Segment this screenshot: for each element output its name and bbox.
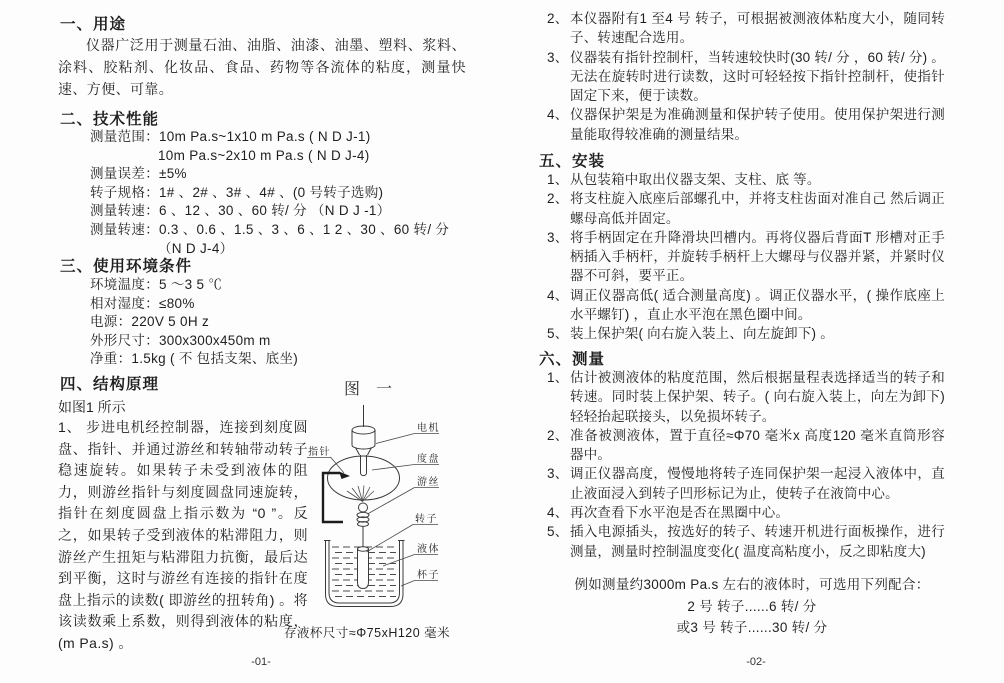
spec-line: 转子规格：1# 、2# 、3# 、4# 、(0 号转子选购) (90, 184, 384, 200)
list-item (547, 522, 945, 561)
item-text: 调正仪器高度，慢慢地将转子连同保护架一起浸入液体中，直止液面浸入到转子凹形标记为止，使转子在液筒中心。 (570, 466, 945, 501)
figure-label-hairspring: 游丝 (417, 477, 440, 488)
section-usage-body: 仪器广泛用于测量石油、油脂、油漆、油墨、塑料、浆料、涂料、胶粘剂、化妆品、食品、药物等各流体的粘度，测量快速、方便、可靠。 (58, 37, 466, 97)
example-line: 例如测量约3000m Pa.s 左右的液体时，可选用下列配合： (574, 577, 930, 592)
section-specs-lines (90, 128, 449, 258)
item-text: 估计被测液体的粘度范围，然后根据量程表选择适当的转子和转速。同时装上保护架、转子。( 向右旋入装上，向左为卸下) 轻轻抬起联接头，以免损坏转子。 (570, 370, 945, 424)
item-text: 将支柱旋入底座后部螺孔中，并将支柱齿面对准自己 然后调正螺母高低并固定。 (570, 191, 945, 226)
spec-line: 测量范围：10m Pa.s~1x10 m Pa.s ( N D J-1) (90, 129, 371, 144)
page-number-1: -01- (251, 656, 271, 668)
item-number: 4、 (547, 505, 569, 521)
list-item (547, 48, 945, 106)
item-text: 插入电源插头，按选好的转子、转速开机进行面板操作，进行测量，测量时控制温度变化( 温度高粘度小，反之即粘度大) (570, 524, 945, 559)
section-specs-heading: 二、技术性能 (60, 111, 160, 128)
env-line: 相对湿度：≤80% (90, 295, 195, 311)
spec-line: 10m Pa.s~2x10 m Pa.s ( N D J-4) (158, 147, 370, 163)
item-number: 1、 (547, 370, 569, 385)
section-install-list (547, 170, 945, 344)
principle-continuation-list (547, 9, 945, 144)
figure-title: 图 一 (344, 381, 399, 398)
item-number: 3、 (547, 49, 569, 65)
env-line: 外形尺寸：300x300x450m m (90, 332, 271, 348)
list-item (547, 368, 945, 426)
figure-label-dial: 度盘 (417, 454, 440, 465)
list-item (547, 503, 945, 522)
item-text: 仪器装有指针控制杆，当转速较快时(30 转/ 分 ，60 转/ 分) 。无法在旋转时进行读数，这时可轻轻按下指针控制杆，使指针固定下来，便于读数。 (570, 49, 945, 104)
section-measure-list (547, 368, 945, 561)
figure-label-motor: 电机 (417, 423, 440, 434)
env-line: 环境温度：5 ～3 5 ℃ (90, 277, 223, 292)
env-line: 电源：220V 5 0H z (90, 314, 209, 330)
item-text: 装上保护架( 向右旋入装上、向左旋卸下) 。 (570, 326, 834, 342)
item-number: 3、 (547, 229, 569, 245)
spec-line: 测量转速：6 、12 、30 、60 转/ 分 （N D J -1） (90, 203, 391, 219)
list-item (547, 228, 945, 286)
section-principle-intro: 如图1 所示 (58, 399, 126, 415)
example-line: 2 号 转子......6 转/ 分 (687, 598, 817, 614)
item-number: 4、 (547, 107, 569, 123)
spec-line: 测量转速：0.3 、0.6 、1.5 、3 、6 、1 2 、30 、60 转/ 分 (90, 221, 450, 237)
list-item (547, 9, 945, 48)
figure-label-pointer: 指针 (308, 447, 331, 458)
list-item (547, 189, 945, 228)
list-item (547, 464, 945, 503)
section-environment-lines (90, 276, 298, 369)
spec-line: （N D J-4） (158, 240, 234, 256)
figure-label-rotor: 转子 (415, 514, 438, 525)
item-number: 5、 (547, 524, 569, 540)
figure-label-cup: 杯子 (417, 570, 440, 581)
item-text: 将手柄固定在升降滑块凹槽内。再将仪器后背面T 形槽对正手柄插入手柄杆，并旋转手柄杆上大螺母与仪器并紧，并紧时仪器不可斜，要平正。 (570, 229, 945, 284)
item-number: 2、 (547, 11, 569, 26)
structure-diagram (300, 375, 475, 645)
example-line: 或3 号 转子......30 转/ 分 (676, 620, 828, 635)
item-number: 2、 (547, 427, 569, 443)
item-text: 再次查看下水平泡是否在黑圈中心。 (570, 505, 790, 521)
item-text: 从包装箱中取出仪器支架、支柱、底 等。 (570, 172, 821, 187)
item-number: 4、 (547, 287, 569, 303)
figure-caption: 存液杯尺寸≈Φ75xH120 毫米 (283, 626, 451, 640)
section-principle-body: 1、 步进电机经控制器，连接到刻度圆盘、指针、并通过游丝和转轴带动转子稳速旋转。如果转子未受到液体的阻力，则游丝指针与刻度圆盘同速旋转， 指针在刻度圆盘上指示数为 “0 ”。反之，如果转子受到液体的粘滞阻力，则游丝产生扭矩与粘滞阻力抗衡，最后达到平衡，这时与游丝有连接的指针在度盘上指示的读数( 即游丝的扭转角) 。将该读数乘上系数，则得到液体的粘度，(m Pa.s) 。 (58, 419, 308, 651)
list-item (547, 170, 945, 189)
list-item (547, 324, 945, 343)
item-number: 1、 (547, 172, 569, 187)
example-block (557, 574, 947, 639)
item-text: 本仪器附有1 至4 号 转子，可根据被测液体粘度大小，随同转子、转速配合选用。 (570, 11, 945, 46)
spec-line: 测量误差：±5% (90, 166, 187, 182)
item-number: 5、 (547, 326, 569, 342)
env-line: 净重：1.5kg ( 不 包括支架、底坐) (90, 351, 299, 367)
item-number: 2、 (547, 191, 569, 207)
section-measure-heading: 六、测量 (539, 351, 606, 368)
list-item (547, 105, 945, 144)
item-text: 准备被测液体，置于直径≈Φ70 毫米x 高度120 毫米直筒形容器中。 (570, 427, 945, 463)
figure-label-liquid: 液体 (417, 544, 440, 555)
page-number-2: -02- (746, 656, 766, 668)
section-usage-heading: 一、用途 (60, 16, 127, 33)
page-2 (502, 0, 1004, 683)
item-number: 3、 (547, 466, 569, 482)
list-item (547, 426, 945, 465)
item-text: 调正仪器高低( 适合测量高度) 。调正仪器水平，( 操作底座上水平螺钉) ，直止水平泡在黑色圈中间。 (570, 287, 945, 323)
section-install-heading: 五、安装 (539, 153, 606, 170)
section-environment-heading: 三、使用环境条件 (60, 258, 193, 275)
section-principle-heading: 四、结构原理 (60, 376, 160, 393)
list-item (547, 286, 945, 325)
item-text: 仪器保护架是为准确测量和保护转子使用。使用保护架进行测量能取得较准确的测量结果。 (570, 107, 945, 142)
